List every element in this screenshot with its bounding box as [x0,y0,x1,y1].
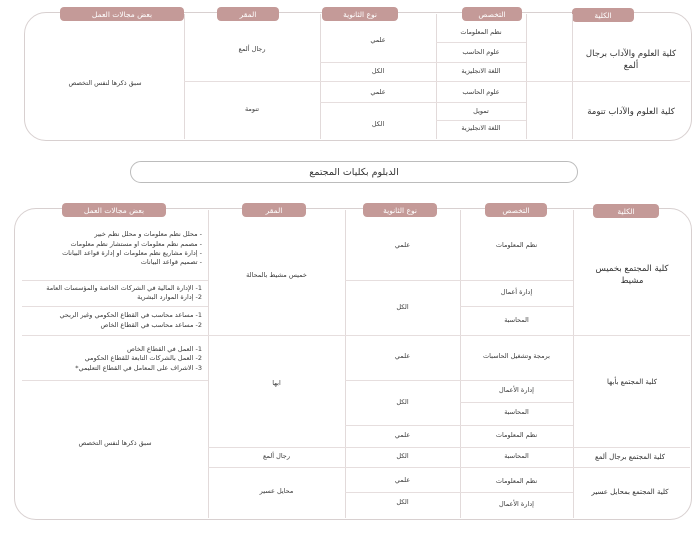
work-field-line: 1- العمل في القطاع الخاص [127,344,202,353]
work-field-line: - مصمم نظم معلومات او مستشار نظم معلومات [70,239,202,248]
divider [184,14,185,139]
row-divider [460,492,573,493]
secondary-type: علمي [394,241,411,250]
row-divider [22,306,208,307]
secondary-type: علمي [394,476,411,485]
major: إدارة الأعمال [499,386,534,395]
work-field-line: 3- الاشراف على المعامل في القطاع التعليمي* [75,363,202,372]
row-divider [22,280,208,281]
work-field-line: - إدارة مشاريع نظم معلومات او إدارة قواعد البيانات [62,249,202,257]
work-field-line: 2- مساعد محاسب في القطاع الخاص [100,320,202,329]
divider [572,14,573,139]
major: برمجة وتشغيل الحاسبات [483,352,550,361]
location: ابها [272,379,281,388]
major: نظم المعلومات [495,477,538,486]
work-field-line: - تصميم قواعد البيانات [140,258,202,267]
header-work-fields: بعض مجالات العمل [60,7,184,21]
major: اللغة الانجليزية [461,67,501,76]
row-divider [460,380,573,381]
major: علوم الحاسب [462,48,500,57]
row-divider [345,425,460,426]
row-divider [184,81,690,82]
location: رجال ألمع [238,45,266,54]
location: محايل عسير [259,487,294,496]
location: تنومة [244,105,260,114]
row-divider [208,467,690,468]
major: علوم الحاسب [462,88,500,97]
header-major: التخصص [485,203,547,217]
divider [208,210,209,518]
major: المحاسبة [504,316,529,325]
row-divider [22,335,208,336]
work-field-line: 2- إدارة الموارد البشرية [137,293,202,301]
major: إدارة الأعمال [499,500,534,509]
major: تمويل [473,107,489,116]
secondary-type: علمي [370,36,386,45]
work-field-line: 1- الإدارة المالية في الشركات الخاصة والمؤسسات العامة [46,283,202,292]
header-college: الكلية [593,204,659,218]
row-divider [345,492,460,493]
row-divider [345,380,460,381]
major: نظم المعلومات [495,241,538,250]
work-fields: سبق ذكرها لنفس التخصص [78,439,152,448]
row-divider [320,102,436,103]
major: نظم المعلومات [495,431,538,440]
major: المحاسبة [504,408,529,417]
college-name: كلية المجتمع بخميس مشيط [595,263,669,286]
college-name: كلية المجتمع برجال ألمع [595,452,665,461]
divider [573,210,574,518]
row-divider [436,42,526,43]
secondary-type: الكل [371,67,385,76]
secondary-type: الكل [371,120,385,129]
divider [526,14,527,139]
row-divider [320,62,436,63]
header-college: الكلية [572,8,634,22]
work-field-line: 2- العمل بالشركات التابعة للقطاع الحكومي [84,354,202,363]
work-fields [22,340,208,378]
secondary-type: علمي [394,431,411,440]
row-divider [460,280,573,281]
row-divider [208,447,690,448]
college-name: كلية المجتمع بمحايل عسير [591,487,669,496]
major: اللغة الانجليزية [461,124,501,133]
row-divider [208,335,690,336]
header-secondary-type: نوع الثانوية [322,7,398,21]
major: نظم المعلومات [460,28,502,37]
row-divider [345,280,460,281]
college-name: كلية العلوم والآداب تنومة [587,106,675,117]
header-secondary-type: نوع الثانوية [363,203,437,217]
major: المحاسبة [504,452,529,461]
location: رجال ألمع [263,452,290,461]
work-field-line: - محلل نظم معلومات و محلل نظم خبير [94,230,202,239]
work-fields: سبق ذكرها لنفس التخصص [68,79,142,88]
row-divider [460,425,573,426]
secondary-type: الكل [396,498,409,507]
work-fields [22,282,208,304]
major: إدارة أعمال [500,288,533,297]
row-divider [460,402,573,403]
secondary-type: علمي [370,88,386,97]
college-name: كلية المجتمع بأبها [607,377,657,386]
row-divider [436,102,526,103]
secondary-type: الكل [396,398,409,407]
secondary-type: الكل [396,303,409,312]
header-work-fields: بعض مجالات العمل [62,203,166,217]
location: خميس مشيط بالمحالة [246,271,307,280]
header-major: التخصص [462,7,522,21]
secondary-type: علمي [394,352,411,361]
secondary-type: الكل [396,452,409,461]
college-name: كلية العلوم والآداب برجال ألمع [585,48,677,71]
header-location: المقر [242,203,306,217]
row-divider [460,306,573,307]
work-field-line: 1- مساعد محاسب في القطاع الحكومي وغير الربحي [59,311,202,320]
header-location: المقر [217,7,279,21]
work-fields [22,308,208,333]
work-fields [22,220,208,278]
row-divider [22,380,208,381]
section-title: الدبلوم بكليات المجتمع [130,161,578,183]
